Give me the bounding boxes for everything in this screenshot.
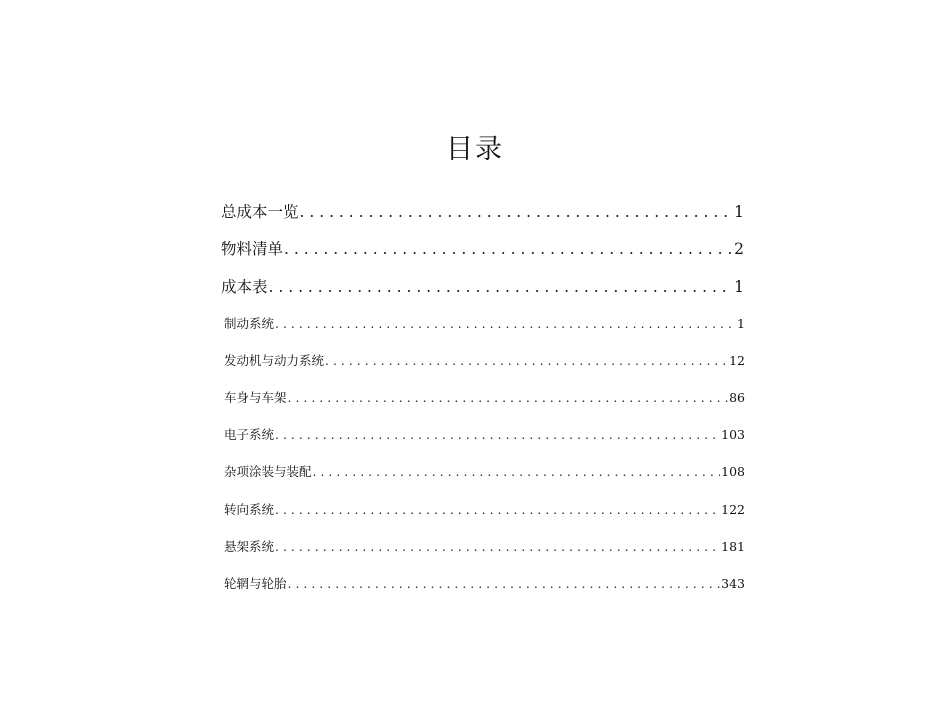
toc-entry[interactable] <box>221 201 744 223</box>
toc-entry-label: 悬架系统 <box>224 539 275 554</box>
toc-dot-leader <box>275 426 720 444</box>
toc-page-number: 2 <box>734 240 744 258</box>
toc-page-number: 181 <box>721 539 745 554</box>
toc-entry-label: 成本表 <box>221 278 268 296</box>
toc-page-number: 86 <box>729 390 745 405</box>
toc-page-number: 343 <box>721 576 745 591</box>
toc-entry[interactable] <box>224 501 745 519</box>
toc-entry-label: 总成本一览 <box>221 203 299 221</box>
toc-entry[interactable] <box>224 575 745 593</box>
toc-page-number: 108 <box>721 464 745 479</box>
toc-entry[interactable] <box>221 276 744 298</box>
toc-entry[interactable] <box>221 238 744 260</box>
toc-entry[interactable] <box>224 352 745 370</box>
toc-page-number: 1 <box>734 203 744 221</box>
toc-dot-leader <box>275 501 720 519</box>
toc-entry-label: 转向系统 <box>224 502 275 517</box>
toc-entry-label: 制动系统 <box>224 316 275 331</box>
toc-entry[interactable] <box>224 315 745 333</box>
toc-dot-leader <box>288 575 721 593</box>
toc-entry-label: 电子系统 <box>224 427 275 442</box>
toc-dot-leader <box>284 238 733 260</box>
toc-page-number: 1 <box>734 278 744 296</box>
toc-dot-leader <box>269 276 734 298</box>
toc-entry-label: 车身与车架 <box>224 390 287 405</box>
toc-dot-leader <box>313 463 721 481</box>
toc-dot-leader <box>275 315 736 333</box>
toc-page-number: 103 <box>721 427 745 442</box>
toc-entry[interactable] <box>224 389 745 407</box>
toc-entry[interactable] <box>224 538 745 556</box>
toc-dot-leader <box>325 352 728 370</box>
toc-entry-label: 物料清单 <box>221 240 284 258</box>
toc-dot-leader <box>300 201 734 223</box>
toc-page-number: 12 <box>729 353 745 368</box>
toc-entry-label: 发动机与动力系统 <box>224 353 325 368</box>
toc-page-number: 122 <box>721 502 745 517</box>
toc-dot-leader <box>288 389 729 407</box>
toc-entry-label: 轮辋与轮胎 <box>224 576 287 591</box>
toc-entry-label: 杂项涂装与装配 <box>224 464 312 479</box>
toc-dot-leader <box>275 538 720 556</box>
toc-entry[interactable] <box>224 426 745 444</box>
toc-entry[interactable] <box>224 463 745 481</box>
toc-page-number: 1 <box>737 316 745 331</box>
toc-title: 目录 <box>446 134 504 165</box>
